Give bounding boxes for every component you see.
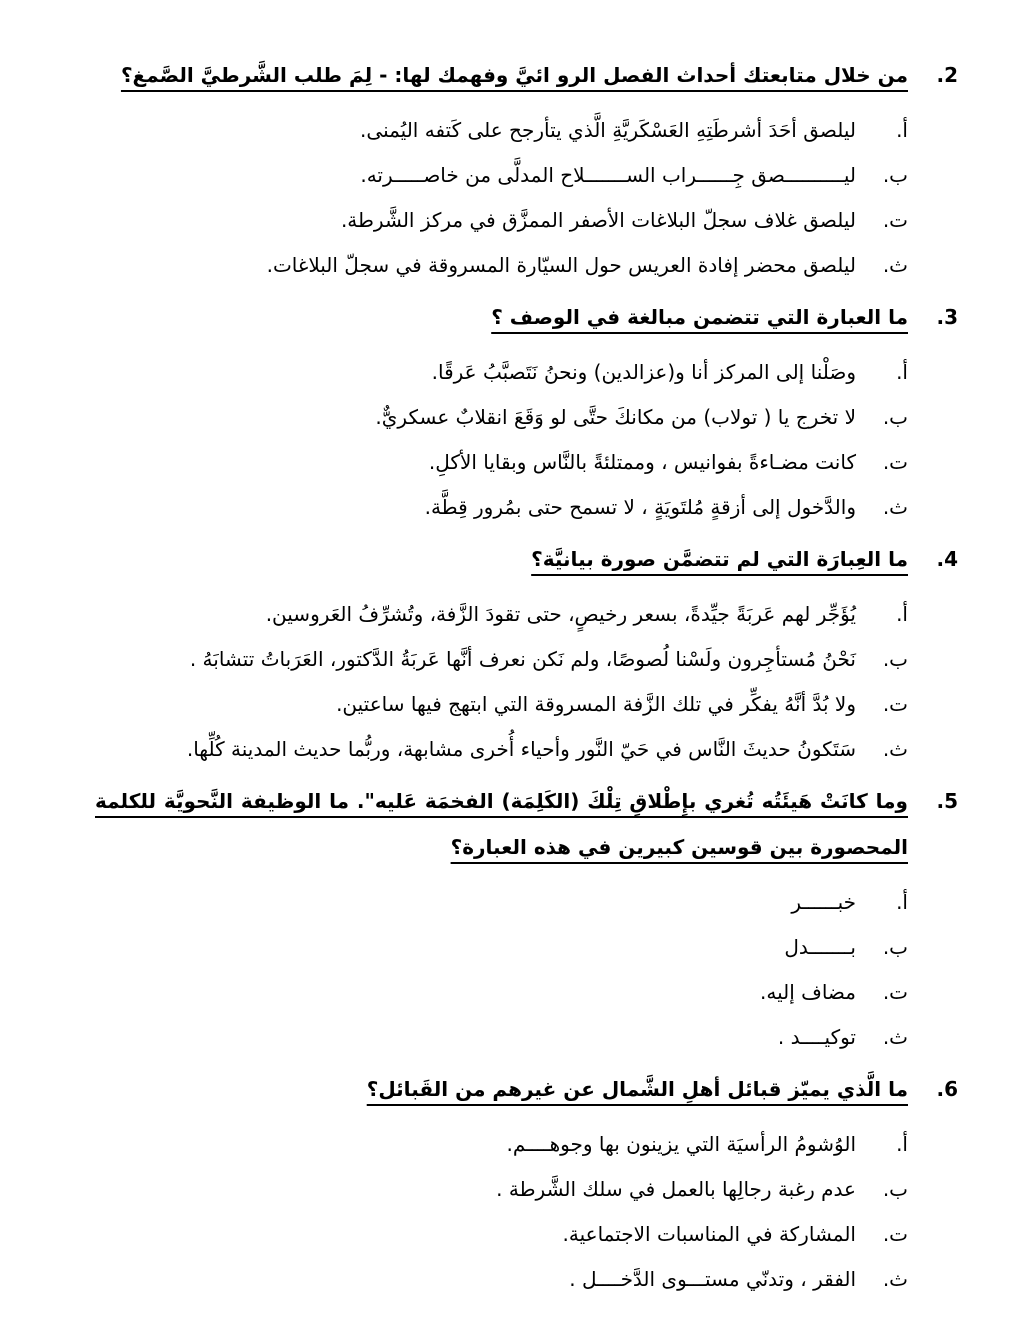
option-row — [95, 1131, 908, 1157]
options-list — [95, 1131, 908, 1292]
option-row — [95, 1266, 908, 1292]
option-row — [95, 494, 908, 520]
option-letter: ب. — [882, 1177, 908, 1201]
option-row — [95, 889, 908, 915]
option-row — [95, 359, 908, 385]
option-row — [95, 207, 908, 233]
option-row — [95, 934, 908, 960]
option-letter: ث. — [882, 253, 908, 277]
option-letter: أ. — [896, 602, 908, 626]
options-list — [95, 117, 908, 278]
question-block — [95, 1066, 958, 1292]
option-text: لا تخرج يا ( تولاب) من مكانكَ حتَّى لو وَقَعَ انقلابٌ عسكريٌّ. — [375, 405, 856, 429]
options-list — [95, 359, 908, 520]
question-header — [95, 536, 958, 582]
option-text: بـــــــدل — [784, 935, 856, 959]
option-text: وصَلْنا إلى المركز أنا و(عزالدين) ونحنُ نَتَصبَّبُ عَرقًا. — [431, 360, 856, 384]
question-number: 3. — [936, 305, 958, 329]
option-letter: ت. — [882, 980, 908, 1004]
option-row — [95, 1176, 908, 1202]
option-text: والدَّخول إلى أزقةٍ مُلتَويَةٍ ، لا تسمح حتى بمُرور قِطَّة. — [424, 495, 856, 519]
option-row — [95, 691, 908, 717]
question-title: ما العِبارَة التي لم تتضمَّن صورة بيانيَّة؟ — [531, 547, 908, 571]
question-number: 6. — [936, 1077, 958, 1101]
option-text: سَتَكونُ حديثَ النَّاس في حَيّ النَّور وأحياء أُخرى مشابهة، وربُّما حديث المدينة كُلِّها. — [186, 737, 856, 761]
option-text: توكيــــد . — [777, 1025, 856, 1049]
option-letter: ت. — [882, 1222, 908, 1246]
option-row — [95, 1024, 908, 1050]
option-text: ليــــــــــصق جِــــــراب الســـــــلاح المدلَّى من خاصـــــرته. — [360, 163, 856, 187]
option-row — [95, 162, 908, 188]
option-text: ليلصق محضر إفادة العريس حول السيّارة المسروقة في سجلّ البلاغات. — [266, 253, 856, 277]
option-text: مضاف إليه. — [759, 980, 856, 1004]
question-title: وما كانَتْ هَيئَتُه تُغري بإِطْلاقِ تِلْكَ (الكَلِمَة) الفخمَة عَليه". ما الوظيفة النَّحويَّة للكلمة المحصورة بين قوسين كبيرين في هذه العبارة؟ — [95, 789, 908, 859]
options-list — [95, 889, 908, 1050]
option-row — [95, 404, 908, 430]
question-title: ما الَّذي يميّز قبائل أهلِ الشَّمال عن غيرهم من القَبائل؟ — [366, 1077, 908, 1101]
option-text: الوُشومُ الرأسيَة التي يزينون بها وجوهــــم. — [506, 1132, 856, 1156]
question-block — [95, 294, 958, 520]
option-text: نَحْنُ مُستأجِرون ولَسْنا لُصوصًا، ولم نَكن نعرف أنَّها عَربَةُ الدَّكتور، العَرَباتُ تتشابَهُ . — [189, 647, 856, 671]
option-text: ليلصق غلاف سجلّ البلاغات الأصفر الممزَّق في مركز الشَّرطة. — [340, 208, 856, 232]
options-list — [95, 601, 908, 762]
question-block — [95, 52, 958, 278]
option-text: الفقر ، وتدنّي مستـــوى الدَّخــــل . — [569, 1267, 856, 1291]
option-text: المشاركة في المناسبات الاجتماعية. — [562, 1222, 856, 1246]
option-letter: ث. — [882, 1267, 908, 1291]
question-block — [95, 778, 958, 1050]
option-text: كانت مضـاءةً بفوانيس ، وممتلئةً بالنَّاس وبقايا الأكلِ. — [428, 450, 856, 474]
option-letter: أ. — [896, 890, 908, 914]
option-letter: ت. — [882, 208, 908, 232]
question-block — [95, 536, 958, 762]
option-row — [95, 117, 908, 143]
question-number: 5. — [936, 789, 958, 813]
question-number: 4. — [936, 547, 958, 571]
option-letter: أ. — [896, 118, 908, 142]
option-letter: ب. — [882, 163, 908, 187]
option-letter: ب. — [882, 647, 908, 671]
question-header — [95, 1066, 958, 1112]
question-header — [95, 294, 958, 340]
option-text: ولا بُدَّ أنَّهُ يفكِّر في تلك الزَّفة المسروقة التي ابتهج فيها ساعتين. — [336, 692, 856, 716]
option-row — [95, 646, 908, 672]
option-text: خبــــــر — [791, 890, 856, 914]
option-row — [95, 601, 908, 627]
option-letter: ت. — [882, 692, 908, 716]
question-title: من خلال متابعتك أحداث الفصل الرو ائيَّ وفهمك لها: - لِمَ طلب الشَّرطيَّ الصَّمغ؟ — [120, 63, 908, 87]
option-row — [95, 1221, 908, 1247]
question-title: ما العبارة التي تتضمن مبالغة في الوصف ؟ — [491, 305, 908, 329]
option-letter: ث. — [882, 1025, 908, 1049]
option-row — [95, 449, 908, 475]
option-letter: ث. — [882, 737, 908, 761]
question-header — [95, 778, 958, 870]
option-row — [95, 979, 908, 1005]
option-row — [95, 736, 908, 762]
option-letter: أ. — [896, 360, 908, 384]
option-text: ليلصق أحَدَ أشرطَتِهِ العَسْكَريَّةِ الَّذي يتأرجح على كَتفه اليُمنى. — [360, 118, 856, 142]
option-letter: ب. — [882, 935, 908, 959]
option-text: عدم رغبة رجالِها بالعمل في سلك الشَّرطة . — [496, 1177, 856, 1201]
option-letter: ب. — [882, 405, 908, 429]
question-header — [95, 52, 958, 98]
question-number: 2. — [936, 63, 958, 87]
option-letter: ت. — [882, 450, 908, 474]
option-letter: ث. — [882, 495, 908, 519]
option-letter: أ. — [896, 1132, 908, 1156]
option-row — [95, 252, 908, 278]
option-text: يُؤَجِّر لهم عَربَةً جيِّدةً، بسعر رخيصٍ، حتى تقودَ الزَّفة، وتُشرِّفُ العَروسين. — [265, 602, 856, 626]
